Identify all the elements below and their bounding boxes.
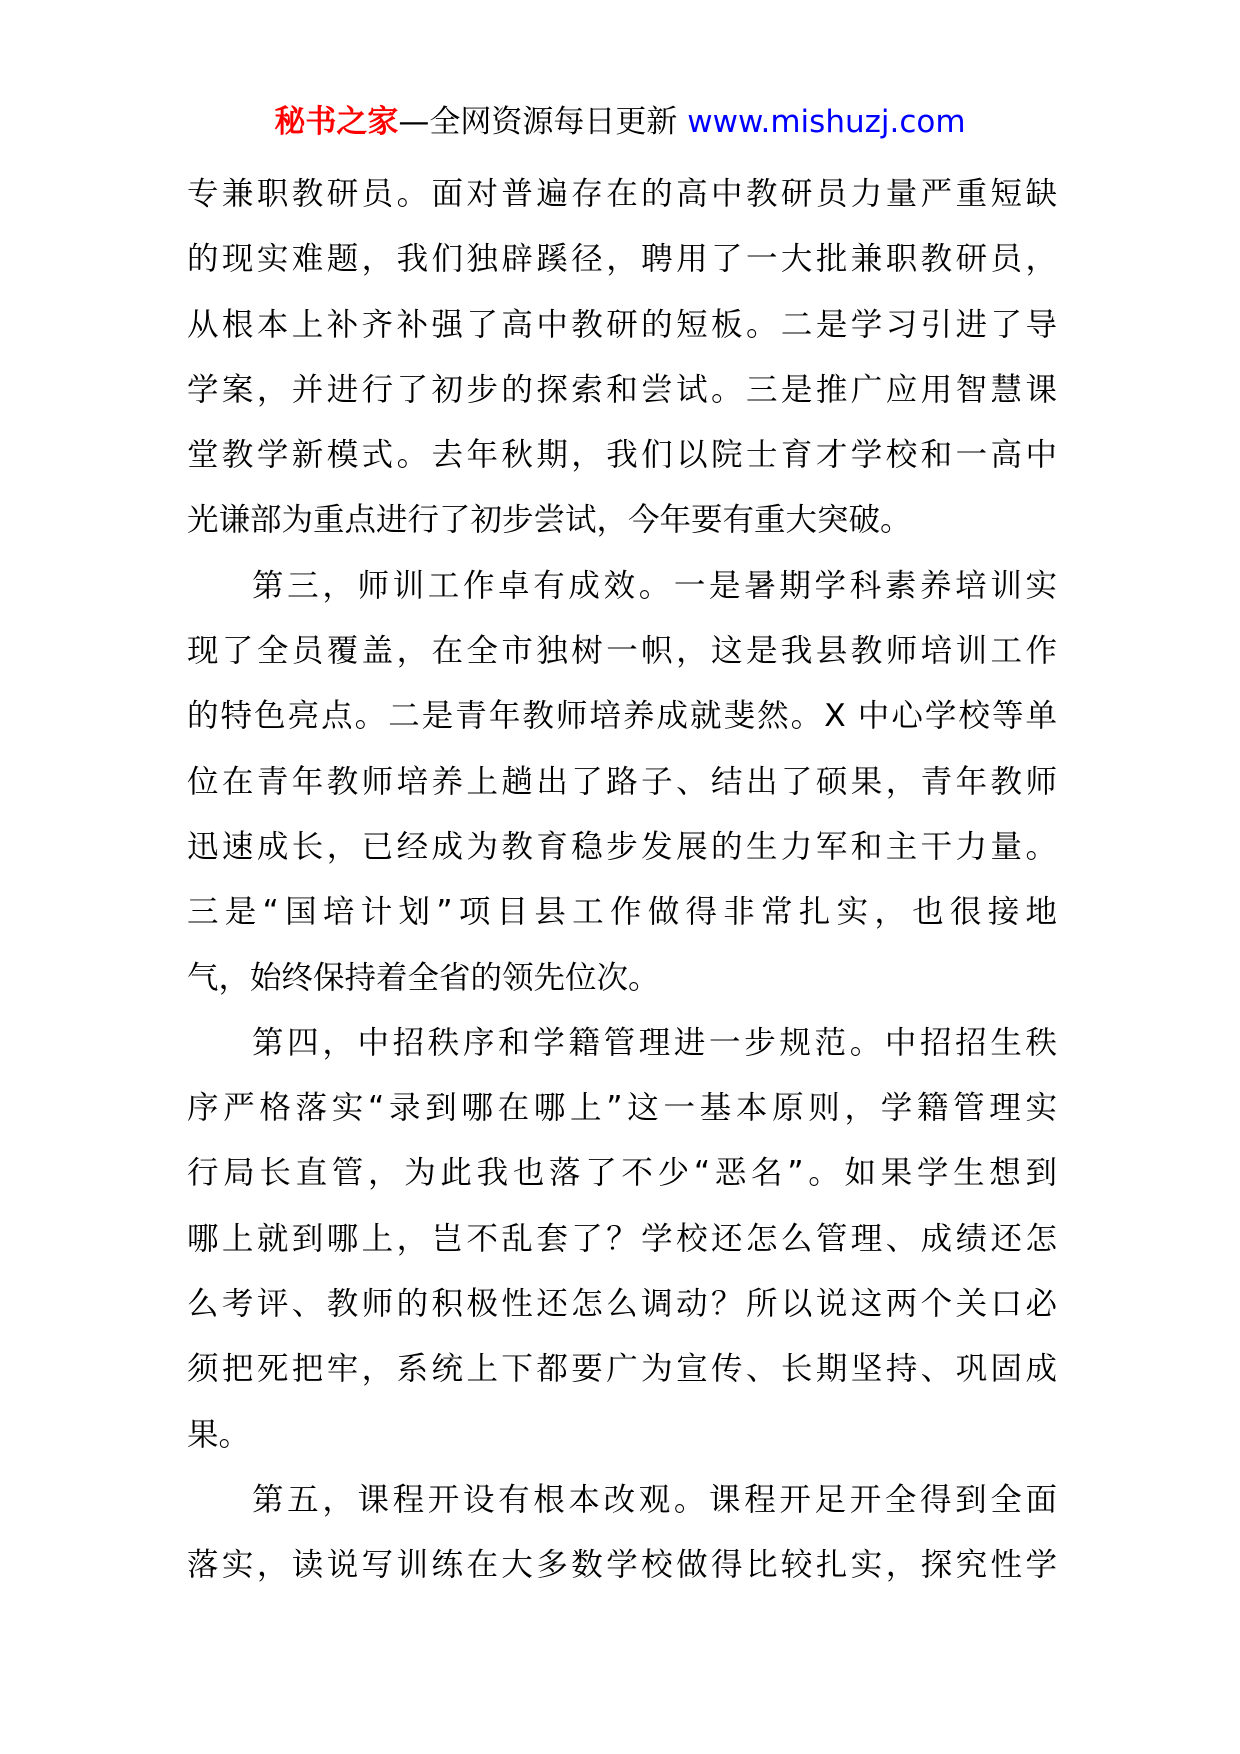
paragraph-start-line: 第三，师训工作卓有成效。一是暑期学科素养培训实	[252, 567, 1057, 604]
site-tagline: —全网资源每日更新	[398, 104, 678, 140]
paragraph-start-line: 第四，中招秩序和学籍管理进一步规范。中招招生秩	[252, 1024, 1057, 1061]
text-line: 哪上就到哪上，岂不乱套了？学校还怎么管理、成绩还怎	[187, 1220, 1057, 1257]
text-line: 气，始终保持着全省的领先位次。	[187, 959, 660, 996]
text-line: 行局长直管，为此我也落了不少“恶名”。如果学生想到	[187, 1155, 1057, 1192]
text-line: 光谦部为重点进行了初步尝试，今年要有重大突破。	[187, 502, 912, 539]
page-header	[0, 100, 1240, 144]
text-line: 位在青年教师培养上趟出了路子、结出了硕果，青年教师	[187, 763, 1057, 800]
site-url-link[interactable]: www.mishuzj.com	[687, 104, 966, 140]
site-brand: 秘书之家	[274, 104, 399, 140]
text-line: 堂教学新模式。去年秋期，我们以院士育才学校和一高中	[187, 437, 1057, 474]
text-line: 须把死把牢，系统上下都要广为宣传、长期坚持、巩固成	[187, 1351, 1057, 1388]
text-line: 的特色亮点。二是青年教师培养成就斐然。X 中心学校等单	[187, 698, 1057, 735]
paragraph-start-line: 第五，课程开设有根本改观。课程开足开全得到全面	[252, 1481, 1057, 1518]
text-line: 果。	[187, 1416, 251, 1453]
text-line: 落实，读说写训练在大多数学校做得比较扎实，探究性学	[187, 1547, 1057, 1584]
text-line: 学案，并进行了初步的探索和尝试。三是推广应用智慧课	[187, 371, 1057, 408]
document-body	[187, 162, 1057, 1599]
text-line: 三是“国培计划”项目县工作做得非常扎实，也很接地	[187, 894, 1057, 931]
text-line: 现了全员覆盖，在全市独树一帜，这是我县教师培训工作	[187, 633, 1057, 670]
text-line: 的现实难题，我们独辟蹊径，聘用了一大批兼职教研员，	[187, 241, 1057, 278]
text-line: 序严格落实“录到哪在哪上”这一基本原则，学籍管理实	[187, 1090, 1057, 1127]
text-line: 从根本上补齐补强了高中教研的短板。二是学习引进了导	[187, 306, 1057, 343]
text-line: 么考评、教师的积极性还怎么调动？所以说这两个关口必	[187, 1286, 1057, 1323]
text-line: 专兼职教研员。面对普遍存在的高中教研员力量严重短缺	[187, 176, 1057, 212]
text-line: 迅速成长，已经成为教育稳步发展的生力军和主干力量。	[187, 828, 1057, 865]
